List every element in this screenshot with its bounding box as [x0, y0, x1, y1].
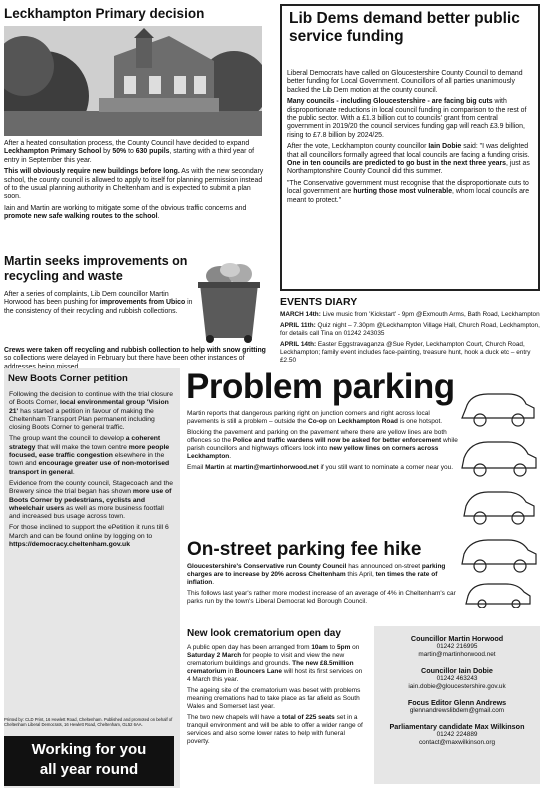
contact-name: Councillor Iain Dobie	[421, 666, 493, 675]
recycling-body	[4, 291, 194, 319]
parking-body	[187, 410, 459, 475]
parking-paragraph-2: Blocking the pavement and parking on the pavement where there are yellow lines are both offences so the Police and traffic wardens will now be asked for better enforcement while parish councillors and highways officers look into new yellow lines on corners across Leckhampton.	[187, 429, 458, 460]
contact-name: Focus Editor Glenn Andrews	[407, 698, 507, 707]
contact-glenn-andrews	[374, 698, 540, 715]
petition-link[interactable]: https://democracy.cheltenham.gov.uk	[9, 541, 130, 549]
libdems-title: Lib Dems demand better public service funding	[289, 10, 520, 45]
parking-paragraph-1: Martin reports that dangerous parking right on junction corners and right across local pavements is still a problem – outside the Co-op on Leckhampton Road is one hotspot.	[187, 410, 443, 425]
boots-paragraph-3: Evidence from the county council, Stagecoach and the Brewery since the trial began has shown more use of Boots Corner by pedestrians, cyclists and wheelchair users as well as more business footfall and increased bus usage across town.	[9, 479, 173, 521]
event-item: APRIL 11th: Quiz night – 7.30pm @Leckhampton Village Hall, Church Road, Leckhampton, for details call Tina on 01242 243035	[280, 322, 540, 337]
crematorium-body	[187, 644, 365, 749]
contact-martin-horwood	[374, 634, 540, 659]
fee-paragraph-2: This follows last year's rather more modest increase of an average of 4% in Cheltenham's car parks run by the town's Liberal Democrat led Borough Council.	[187, 590, 456, 605]
contact-email[interactable]: iain.dobie@gloucestershire.gov.uk	[408, 683, 506, 690]
school-paragraph-1: After a heated consultation process, the County Council have decided to expand Leckhampton Primary School by 50% to 630 pupils, starting with a third year of entry in September this year.	[4, 140, 255, 164]
contact-max-wilkinson	[374, 722, 540, 747]
contact-iain-dobie	[374, 666, 540, 691]
crematorium-paragraph-1: A public open day has been arranged from 10am to 5pm on Saturday 2 March for people to visit and view the new crematorium buildings and grounds. The new £8.5million crematorium in Bouncers Lane will host its first services on 4 March this year.	[187, 644, 363, 683]
libdems-paragraph-2: Many councils - including Gloucestershire - are facing big cuts with disproportionate reductions in local council funding in comparison to the rest of the public sector. With a £1.3 billion cut to councils' grant from central government in 2019/20 the council services funding gap will reach £3.9 billion, rising to £7.8 billion by 2024/25.	[287, 98, 527, 139]
parking-title: Problem parking	[186, 367, 455, 406]
boots-paragraph-2: The group want the council to develop a coherent strategy that will make the town centre more people focused, ease traffic congestion elsewhere in the town and encourage greater use of non-motorised transport in general.	[9, 435, 170, 476]
libdems-paragraph-4: "The Conservative government must recognise that the disproportionate cuts to local government are hurting those most vulnerable, whom local councils are meant to protect."	[287, 179, 530, 204]
crematorium-paragraph-3: The two new chapels will have a total of 225 seats set in a tranquil environment and will be able to offer a wider range of services and also some lower rates to help with funeral poverty.	[187, 714, 363, 745]
contact-phone: 01242 224889	[436, 731, 478, 738]
contact-phone: 01242 463243	[436, 675, 478, 682]
contact-email[interactable]: glennandrewslibdem@gmail.com	[409, 707, 505, 714]
contact-email[interactable]: contact@maxwilkinson.org	[418, 739, 496, 746]
event-item: APRIL 14th: Easter Eggstravaganza @Sue Ryder, Leckhampton Court, Church Road, Leckhampton; family event includes face-painting, treasure hunt, hook a duck etc – entry £2.50	[280, 341, 531, 364]
slogan-line-1: Working for you	[31, 741, 147, 758]
recycling-paragraph-1: After a series of complaints, Lib Dem councillor Martin Horwood has been pushing for improvements from Ubico in the consistency of their recycling and rubbish collections.	[4, 291, 193, 315]
contact-email[interactable]: martin@martinhorwood.net	[418, 651, 496, 658]
fee-body	[187, 563, 459, 609]
school-body	[4, 140, 266, 225]
libdems-body	[287, 70, 532, 208]
school-photo	[4, 26, 262, 136]
martin-email-link[interactable]: martin@martinhorwood.net	[233, 464, 319, 471]
boots-paragraph-4: For those inclined to support the ePetition it runs till 6 March and can be found online by logging on to https://democracy.cheltenham.gov.uk	[9, 524, 169, 549]
contact-name: Parliamentary candidate Max Wilkinson	[389, 722, 525, 731]
school-building-image	[4, 26, 262, 136]
crematorium-paragraph-2: The ageing site of the crematorium was beset with problems meaning cremations had to take place as far afield as South Wales and Somerset last year.	[187, 687, 361, 710]
event-item: MARCH 14th: Live music from 'Kickstart' - 9pm @Exmouth Arms, Bath Road, Leckhampton	[280, 311, 540, 318]
events-title: EVENTS DIARY	[280, 296, 358, 308]
slogan-banner	[4, 736, 174, 786]
cars-illustration	[460, 378, 540, 608]
contact-name: Councillor Martin Horwood	[410, 634, 504, 643]
fee-title: On-street parking fee hike	[187, 539, 422, 560]
wheelie-bin-image	[192, 262, 262, 344]
boots-paragraph-1: Following the decision to continue with the trial closure of Boots Corner, local environmental group 'Vision 21' has started a petition in favour of making the Cheltenham Transport Plan permanent including closing Boots Corner to general traffic.	[9, 391, 173, 432]
recycling-paragraph-2: Crews were taken off recycling and rubbish collection to help with snow gritting so collections were delayed in February but there have been other instances of	[4, 347, 266, 363]
crematorium-title: New look crematorium open day	[187, 628, 341, 639]
contacts-panel	[374, 626, 540, 784]
imprint-text: Printed by: CLD Print, 16 Hewlett Road, Cheltenham. Published and promoted on behalf of Cheltenham Liberal Democrats, 16 Hewlett Road, Cheltenham, GL52 6AA.	[4, 717, 173, 727]
school-title: Leckhampton Primary decision	[4, 6, 205, 21]
boots-body	[9, 391, 175, 552]
contact-phone: 01242 216995	[436, 643, 478, 650]
school-paragraph-3: Iain and Martin are working to mitigate some of the obvious traffic concerns and promote new safe walking routes to the school.	[4, 204, 247, 221]
boots-title: New Boots Corner petition	[8, 373, 128, 384]
school-paragraph-2: This will obviously require new buildings before long. As with the new secondary school, the county council is allowed to apply to itself for planning permission instead of to the usual planning authority in Cheltenham and is expected to submit a plan soon.	[4, 168, 264, 201]
events-diary	[280, 296, 540, 368]
libdems-paragraph-1: Liberal Democrats have called on Gloucestershire County Council to demand better funding for Local Government. Councillors of all parties unanimously backed the Lib Dem motion at the county council.	[287, 70, 523, 94]
recycling-title: Martin seeks improvements on recycling and waste	[4, 254, 188, 283]
slogan-line-2: all year round	[39, 761, 139, 778]
fee-paragraph-1: Gloucestershire's Conservative run County Council has announced on-street parking charges are to increase by 20% across Cheltenham this April, ten times the rate of inflation.	[187, 563, 446, 586]
parking-paragraph-3: Email Martin at martin@martinhorwood.net if you still want to nominate a corner near you.	[187, 464, 454, 471]
libdems-paragraph-3: After the vote, Leckhampton county councillor Iain Dobie said: "I was delighted that all councillors formally agreed that local councils are facing a funding crisis. One in ten councils are predicted to go bust in the next three years, just as Northamptonshire County Council did this summer.	[287, 143, 530, 176]
